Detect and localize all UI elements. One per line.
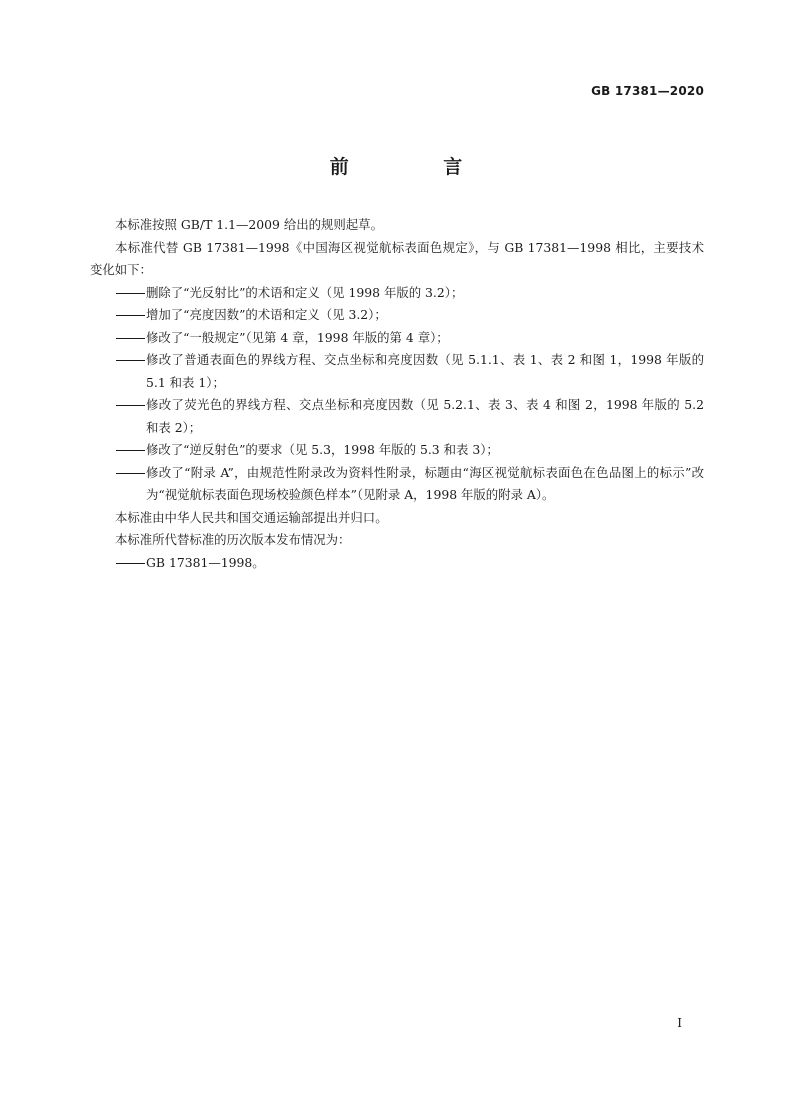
dash-marker	[115, 327, 146, 350]
history-item	[90, 552, 704, 575]
dash-marker	[115, 304, 146, 327]
change-item-text: 修改了“一般规定”（见第 4 章，1998 年版的第 4 章）；	[146, 329, 449, 345]
dash-marker	[115, 349, 146, 372]
dash-marker	[115, 552, 146, 575]
dash-marker	[115, 394, 146, 417]
change-item	[90, 394, 704, 439]
dash-marker	[115, 439, 146, 462]
dash-marker	[115, 282, 146, 305]
foreword-body	[90, 214, 704, 574]
change-item-text: 增加了“亮度因数”的术语和定义（见 3.2）；	[146, 307, 387, 322]
history-intro-paragraph: 本标准所代替标准的历次版本发布情况为：	[115, 532, 351, 547]
replacement-paragraph: 本标准代替 GB 17381—1998《中国海区视觉航标表面色规定》，与 GB 17381—1998 相比，主要技术变化如下：	[90, 239, 704, 277]
change-item-text: 修改了普通表面色的界线方程、交点坐标和亮度因数（见 5.1.1、表 1、表 2 和图 1，1998 年版的 5.1 和表 1）；	[146, 352, 704, 390]
proposer-paragraph: 本标准由中华人民共和国交通运输部提出并归口。	[115, 509, 388, 525]
change-item-text: 删除了“光反射比”的术语和定义（见 1998 年版的 3.2）；	[146, 284, 464, 300]
change-item	[90, 462, 704, 507]
change-item	[90, 439, 704, 462]
drafting-rule-paragraph: 本标准按照 GB/T 1.1—2009 给出的规则起草。	[115, 217, 383, 232]
change-item	[90, 282, 704, 305]
change-item-text: 修改了荧光色的界线方程、交点坐标和亮度因数（见 5.2.1、表 3、表 4 和图 2，1998 年版的 5.2 和表 2）；	[146, 397, 704, 435]
change-item-text: 修改了“附录 A”，由规范性附录改为资料性附录，标题由“海区视觉航标表面色在色品图上的标示”改为“视觉航标表面色现场校验颜色样本”（见附录 A，1998 年版的附录 A）。	[146, 464, 704, 502]
change-item	[90, 304, 704, 327]
standard-code: GB 17381—2020	[591, 84, 704, 98]
change-item-text: 修改了“逆反射色”的要求（见 5.3，1998 年版的 5.3 和表 3）；	[146, 442, 499, 457]
page-number: I	[677, 1016, 682, 1030]
page-title: 前 言	[329, 156, 507, 178]
change-item	[90, 327, 704, 350]
change-item	[90, 349, 704, 394]
history-item-text: GB 17381—1998。	[146, 554, 265, 570]
dash-marker	[115, 462, 146, 485]
